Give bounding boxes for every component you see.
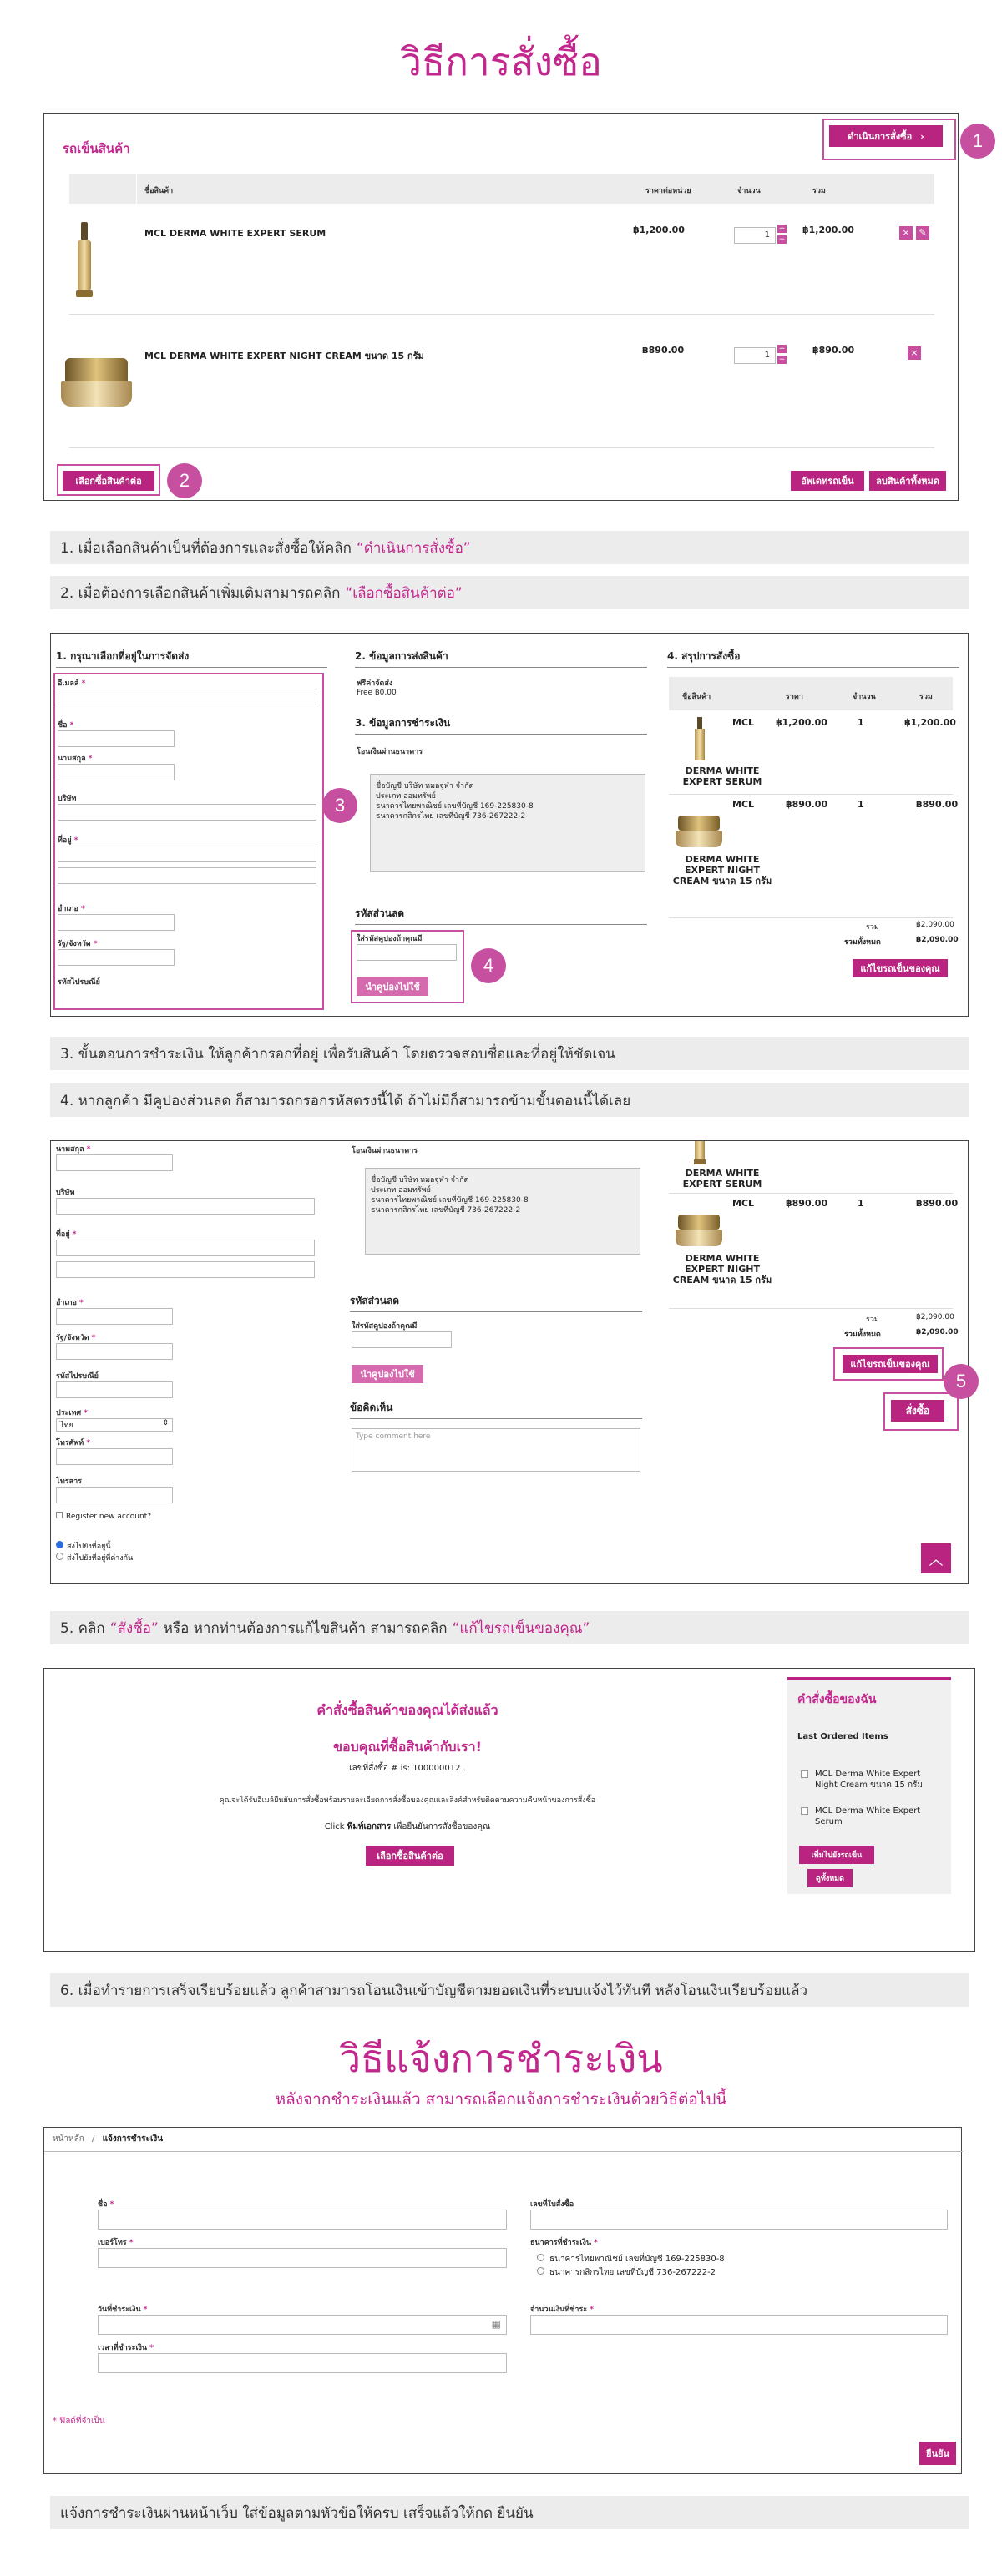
qty-input[interactable]: 1	[734, 227, 776, 244]
place-order-button[interactable]: สั่งซื้อ	[891, 1400, 944, 1422]
step-3: 3. ขั้นตอนการชำระเงิน ให้ลูกค้ากรอกที่อยู่ เพื่อรับสินค้า โดยตรวจสอบชื่อและที่อยู่ให้ชัดเจน	[50, 1037, 969, 1070]
col-total: รวม	[812, 187, 826, 195]
my-orders-sidebar: คำสั่งซื้อของฉัน Last Ordered Items MCL Derma White Expert Night Cream ขนาด 15 กรัม MCL Derma White Expert Serum เพิ่มไปยังรถเข็น ดูทั้งหมด	[787, 1677, 951, 1894]
col-name: ชื่อสินค้า	[144, 187, 174, 195]
qty-down-icon[interactable]: −	[778, 235, 786, 244]
marker-3: 3	[322, 788, 357, 823]
highlight-checkout	[822, 119, 956, 160]
qty-down-icon[interactable]: −	[778, 356, 786, 364]
serum-image	[76, 222, 93, 297]
section-shipping: 2. ข้อมูลการส่งสินค้า	[355, 649, 647, 668]
calendar-icon[interactable]: ▦	[491, 2318, 501, 2330]
cart-item-total: ฿1,200.00	[802, 225, 854, 235]
checkout-screenshot: 1. กรุณาเลือกที่อยู่ในการจัดส่ง อีเมลล์ * ชื่อ * นามสกุล * บริษัท ที่อยู่ * อำเภอ * รัฐ/จังหวัด * รหัสไปรษณีย์ 2. ข้อมูลการส่งสินค้า ฟรีค่าจัดส่ง Free ฿0.00 3. ข้อมูลการชำระเงิน โอนเงินผ่านธนาคาร ชื่อบัญชี บริษัท หมอจุฬา จำกัด ประเภท ออมทรัพย์ ธนาคารไทยพาณิชย์ เลขที่บัญชี 169-225830-8 ธนาคารกสิกรไทย เลขที่บัญชี 736-267222-2 รหัสส่วนลด ใส่รหัสคูปองถ้าคุณมี นำคูปองไปใช้ 4. สรุปการสั่งซื้อ ชื่อสินค้า ราคา จำนวน รวม MCL ฿1,200.00 1 ฿1,200.00 DERMA WHITE EXPERT SERUM MCL ฿890.00 1 ฿890.00 DERMA WHITE EXPERT NIGHT CREAM ขนาด 15 กรัม รวม ฿2,090.00 รวมทั้งหมด ฿2,090.00 แก้ไขรถเข็นของคุณ	[50, 633, 969, 1017]
register-checkbox[interactable]: Register new account?	[56, 1512, 151, 1521]
edit-cart-button[interactable]: แก้ไขรถเข็นของคุณ	[843, 1355, 938, 1373]
coupon-title: รหัสส่วนลด	[355, 906, 647, 925]
payer-name-field[interactable]	[98, 2210, 507, 2230]
step-6: 6. เมื่อทำรายการเสร็จเรียบร้อยแล้ว ลูกค้าสามารถโอนเงินเข้าบัญชีตามยอดเงินที่ระบบแจ้งไว้ทันที หลังโอนเงินเรียบร้อยแล้ว	[50, 1973, 969, 2007]
edit-icon[interactable]: ✎	[916, 226, 929, 240]
qty-up-icon[interactable]: +	[778, 345, 786, 353]
phone-field[interactable]	[98, 2248, 507, 2268]
night-cream-image	[676, 812, 722, 849]
highlight-address	[53, 673, 324, 1010]
bank-radio[interactable]: ธนาคารกสิกรไทย เลขที่บัญชี 736-267222-2	[537, 2266, 716, 2279]
payment-date-field[interactable]	[98, 2315, 507, 2335]
cart-item-price: ฿1,200.00	[633, 225, 685, 235]
view-all-button[interactable]: ดูทั้งหมด	[807, 1869, 853, 1887]
clear-cart-button[interactable]: ลบสินค้าทั้งหมด	[869, 471, 946, 491]
ship-other-radio[interactable]: ส่งไปยังที่อยู่ที่ต่างกัน	[56, 1552, 133, 1563]
breadcrumb: หน้าหลัก / แจ้งการชำระเงิน	[53, 2134, 164, 2144]
serum-image	[694, 717, 706, 764]
amount-field[interactable]	[530, 2315, 948, 2335]
checkout-continued-screenshot: นามสกุล * บริษัท ที่อยู่ * อำเภอ * รัฐ/จังหวัด * รหัสไปรษณีย์ ประเทศ * ไทย ⇕ โทรศัพท์ * โทรสาร Register new account? ส่งไปยังที่อยู่นี้ ส่งไปยังที่อยู่ที่ต่างกัน โอนเงินผ่านธนาคาร ชื่อบัญชี บริษัท หมอจุฬา จำกัด ประเภท ออมทรัพย์ ธนาคารไทยพาณิชย์ เลขที่บัญชี 169-225830-8 ธนาคารกสิกรไทย เลขที่บัญชี 736-267222-2 รหัสส่วนลด ใส่รหัสคูปองถ้าคุณมี นำคูปองไปใช้ ข้อคิดเห็น Type comment here DERMA WHITE EXPERT SERUM MCL ฿890.00 1 ฿890.00 DERMA WHITE EXPERT NIGHT CREAM ขนาด 15 กรัม รวม ฿2,090.00 รวมทั้งหมด ฿2,090.00 แก้ไขรถเข็นของคุณ สั่งซื้อ ︿	[50, 1140, 969, 1584]
chevron-up-icon: ︿	[929, 1551, 943, 1568]
print-link[interactable]: พิมพ์เอกสาร	[347, 1822, 392, 1831]
qty-input[interactable]: 1	[734, 347, 776, 364]
highlight-edit-cart	[833, 1347, 944, 1381]
cart-heading: รถเข็นสินค้า	[63, 141, 130, 156]
comment-title: ข้อคิดเห็น	[350, 1400, 642, 1419]
remove-icon[interactable]: ×	[899, 226, 913, 240]
payment-subtitle: หลังจากชำระเงินแล้ว สามารถเลือกแจ้งการชำระเงินด้วยวิธีต่อไปนี้	[275, 2090, 727, 2109]
cart-item-name: MCL DERMA WHITE EXPERT SERUM	[144, 228, 326, 239]
step-5: 5. คลิก “สั่งซื้อ” หรือ หากท่านต้องการแก้ไขสินค้า สามารถคลิก “แก้ไขรถเข็นของคุณ”	[50, 1611, 969, 1644]
highlight-place-order	[883, 1392, 959, 1431]
cart-item-price: ฿890.00	[642, 345, 685, 356]
country-select[interactable]: ไทย ⇕	[56, 1418, 173, 1432]
coupon-input[interactable]	[352, 1331, 452, 1348]
step-1: 1. เมื่อเลือกสินค้าเป็นที่ต้องการและสั่งซื้อให้คลิก “ดำเนินการสั่งซื้อ”	[50, 531, 969, 564]
col-unit-price: ราคาต่อหน่วย	[645, 187, 691, 195]
breadcrumb-current: แจ้งการชำระเงิน	[102, 2134, 164, 2144]
add-to-cart-button[interactable]: เพิ่มไปยังรถเข็น	[799, 1846, 874, 1864]
section-address: 1. กรุณาเลือกที่อยู่ในการจัดส่ง	[56, 649, 327, 668]
remove-icon[interactable]: ×	[908, 346, 921, 360]
continue-shopping-button[interactable]: เลือกซื้อสินค้าต่อ	[63, 471, 154, 491]
breadcrumb-home[interactable]: หน้าหลัก	[53, 2134, 84, 2144]
step-4: 4. หากลูกค้า มีคูปองส่วนลด ก็สามารถกรอกรหัสตรงนี้ได้ ถ้าไม่มีก็สามารถข้ามขั้นตอนนี้ได้เลย	[50, 1083, 969, 1117]
step-7: แจ้งการชำระเงินผ่านหน้าเว็บ ใส่ข้อมูลตามหัวข้อให้ครบ เสร็จแล้วให้กด ยืนยัน	[50, 2496, 969, 2529]
night-cream-image	[61, 351, 132, 410]
marker-1: 1	[960, 124, 995, 159]
submit-payment-button[interactable]: ยืนยัน	[919, 2442, 956, 2465]
ship-same-radio[interactable]: ส่งไปยังที่อยู่นี้	[56, 1540, 111, 1552]
cart-table-header	[69, 174, 934, 204]
payment-form-screenshot: หน้าหลัก / แจ้งการชำระเงิน ชื่อ * เบอร์โทร * วันที่ชำระเงิน * ▦ เวลาที่ชำระเงิน * เลขที่ใบสั่งซื้อ ธนาคารที่ชำระเงิน * ธนาคารไทยพาณิชย์ เลขที่บัญชี 169-225830-8 ธนาคารกสิกรไทย เลขที่บัญชี 736-267222-2 จำนวนเงินที่ชำระ * * ฟิลด์ที่จำเป็น ยืนยัน	[43, 2127, 962, 2474]
checkout-label: ดำเนินการสั่งซื้อ	[848, 131, 913, 142]
required-note: * ฟิลด์ที่จำเป็น	[53, 2417, 105, 2426]
payment-time-field[interactable]	[98, 2353, 507, 2373]
marker-5: 5	[944, 1364, 979, 1399]
qty-up-icon[interactable]: +	[778, 225, 786, 233]
scroll-top-button[interactable]	[921, 1543, 951, 1573]
highlight-continue	[57, 464, 160, 496]
order-number-field[interactable]	[530, 2210, 948, 2230]
apply-coupon-button[interactable]: นำคูปองไปใช้	[352, 1365, 423, 1383]
comment-textarea[interactable]: Type comment here	[352, 1428, 640, 1472]
apply-coupon-button[interactable]: นำคูปองไปใช้	[357, 977, 428, 996]
side-item[interactable]: MCL Derma White Expert Night Cream ขนาด 15 กรัม	[801, 1769, 943, 1791]
order-success-screenshot: คำสั่งซื้อสินค้าของคุณได้ส่งแล้ว ขอบคุณที่ซื้อสินค้ากับเรา! เลขที่สั่งซื้อ # is: 100000012 . คุณจะได้รับอีเมล์ยืนยันการสั่งซื้อพร้อมรายละเอียดการสั่งซื้อของคุณและลิงค์สำหรับติดตามความคืบหน้าของการสั่งซื้อ Click พิมพ์เอกสาร เพื่อยืนยันการสั่งซื้อของคุณ เลือกซื้อสินค้าต่อ คำสั่งซื้อของฉัน Last Ordered Items MCL Derma White Expert Night Cream ขนาด 15 กรัม MCL Derma White Expert Serum เพิ่มไปยังรถเข็น ดูทั้งหมด	[43, 1668, 975, 1952]
success-continue-button[interactable]: เลือกซื้อสินค้าต่อ	[366, 1846, 454, 1866]
cart-item-name: MCL DERMA WHITE EXPERT NIGHT CREAM ขนาด 15 กรัม	[144, 351, 424, 361]
side-item[interactable]: MCL Derma White Expert Serum	[801, 1806, 943, 1827]
step-2: 2. เมื่อต้องการเลือกสินค้าเพิ่มเติมสามารถคลิก “เลือกซื้อสินค้าต่อ”	[50, 576, 969, 609]
col-qty: จำนวน	[737, 187, 761, 195]
update-cart-button[interactable]: อัพเดทรถเข็น	[791, 471, 864, 491]
section-payment: 3. ข้อมูลการชำระเงิน	[355, 715, 647, 735]
page-title-order: วิธีการสั่งซื้อ	[400, 40, 602, 83]
marker-2: 2	[167, 463, 202, 498]
bank-info: ชื่อบัญชี บริษัท หมอจุฬา จำกัด ประเภท ออมทรัพย์ ธนาคารไทยพาณิชย์ เลขที่บัญชี 169-225830-8 ธนาคารกสิกรไทย เลขที่บัญชี 736-267222-2	[370, 774, 645, 872]
cart-item-total: ฿890.00	[812, 345, 855, 356]
bank-info: ชื่อบัญชี บริษัท หมอจุฬา จำกัด ประเภท ออมทรัพย์ ธนาคารไทยพาณิชย์ เลขที่บัญชี 169-225830-8 ธนาคารกสิกรไทย เลขที่บัญชี 736-267222-2	[365, 1168, 640, 1255]
bank-radio[interactable]: ธนาคารไทยพาณิชย์ เลขที่บัญชี 169-225830-8	[537, 2253, 725, 2265]
highlight-coupon	[351, 930, 464, 1003]
arrow-right-icon: ›	[920, 130, 924, 142]
payment-title: วิธีแจ้งการชำระเงิน	[339, 2037, 663, 2080]
section-summary: 4. สรุปการสั่งซื้อ	[667, 649, 959, 668]
marker-4: 4	[471, 948, 506, 983]
edit-cart-button[interactable]: แก้ไขรถเข็นของคุณ	[853, 959, 948, 977]
cart-screenshot	[43, 113, 959, 501]
